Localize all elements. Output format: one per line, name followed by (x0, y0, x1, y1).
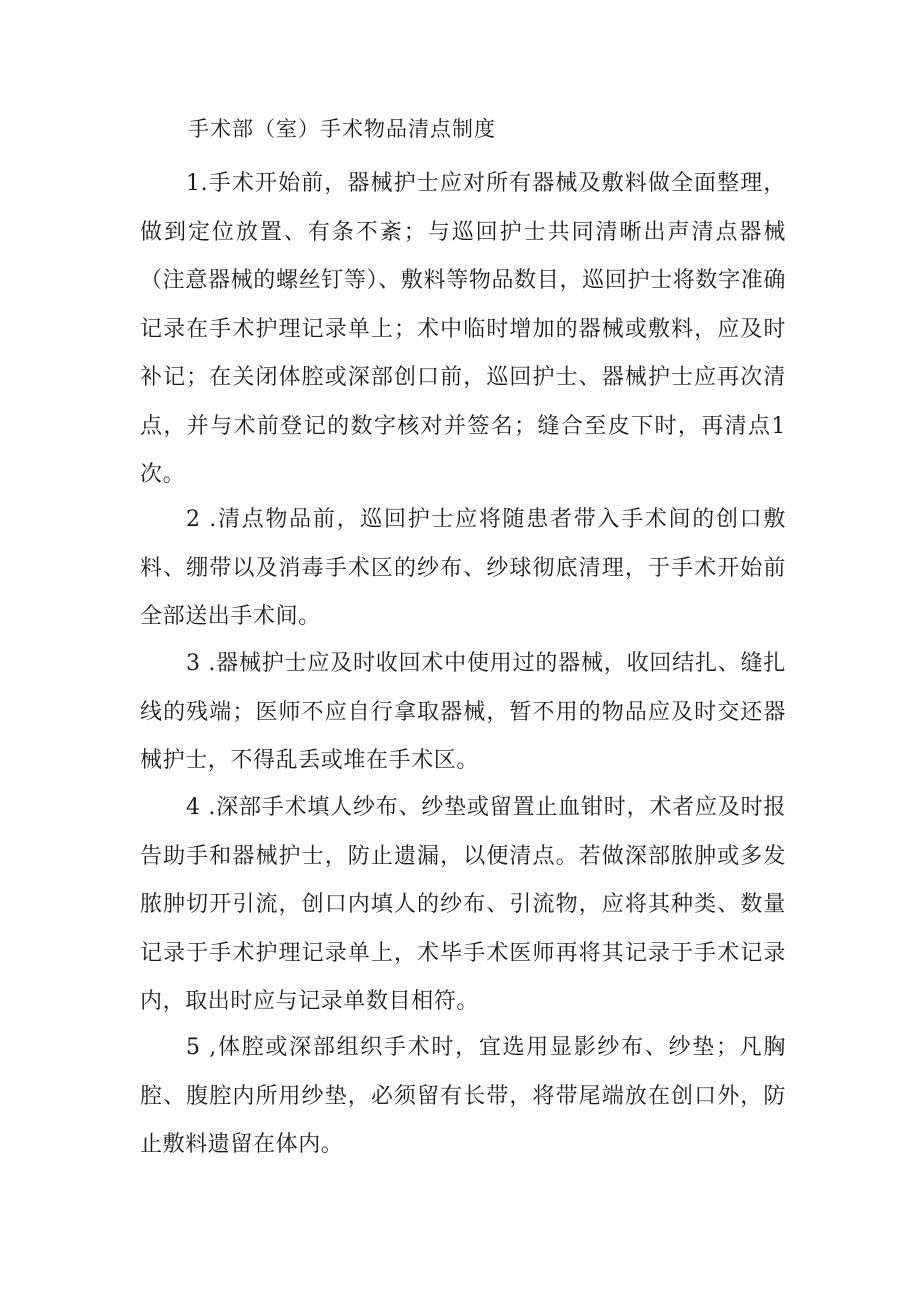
paragraph-4: 4 .深部手术填人纱布、纱垫或留置止血钳时，术者应及时报告助手和器械护士，防止遗漏，以便清点。若做深部脓肿或多发脓肿切开引流，创口内填人的纱布、引流物，应将其种类、数量记录于手术护理记录单上，术毕手术医师再将其记录于手术记录内，取出时应与记录单数目相符。 (140, 795, 786, 1014)
paragraph-5: 5 ,体腔或深部组织手术时，宜选用显影纱布、纱垫；凡胸腔、腹腔内所用纱垫，必须留有长带，将带尾端放在创口外，防止敷料遗留在体内。 (140, 1035, 786, 1157)
paragraph-3: 3 .器械护士应及时收回术中使用过的器械，收回结扎、缝扎线的残端；医师不应自行拿取器械，暂不用的物品应及时交还器械护士，不得乱丢或堆在手术区。 (140, 651, 786, 773)
document-title: 手术部（室）手术物品清点制度 (188, 117, 496, 141)
paragraph-2: 2 .清点物品前，巡回护士应将随患者带入手术间的创口敷料、绷带以及消毒手术区的纱布、纱球彻底清理，于手术开始前全部送出手术间。 (140, 507, 786, 629)
paragraph-1: 1.手术开始前，器械护士应对所有器械及敷料做全面整理，做到定位放置、有条不紊；与巡回护士共同清晰出声清点器械（注意器械的螺丝钉等）、敷料等物品数目，巡回护士将数字准确记录在手术护理记录单上；术中临时增加的器械或敷料，应及时补记；在关闭体腔或深部创口前，巡回护士、器械护士应再次清点，并与术前登记的数字核对并签名；缝合至皮下时，再清点1次。 (140, 171, 786, 487)
